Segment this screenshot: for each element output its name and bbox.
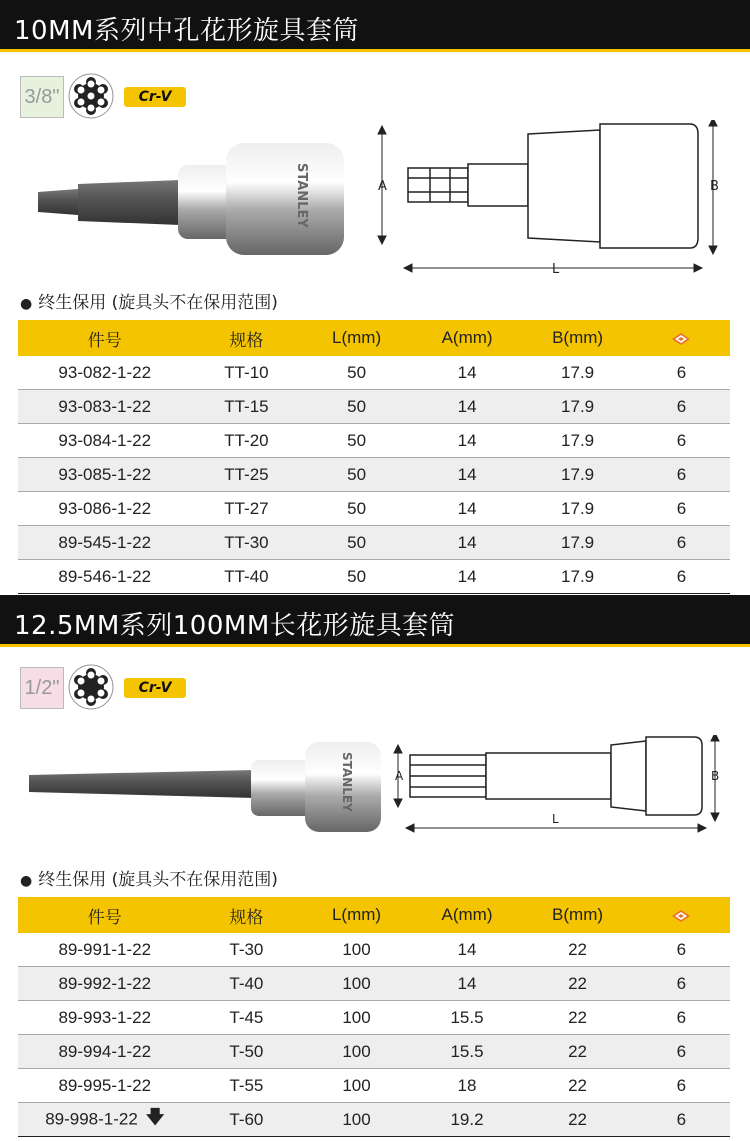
cell-b: 22 xyxy=(522,967,633,1001)
material-badge: Cr-V xyxy=(124,678,186,698)
material-badge: Cr-V xyxy=(124,87,186,107)
brand-engraving: STANLEY xyxy=(294,163,309,228)
cell-a: 15.5 xyxy=(412,1001,523,1035)
cell-length: 50 xyxy=(301,458,411,492)
cell-part-no: 93-084-1-22 xyxy=(18,424,191,458)
col-length: L(mm) xyxy=(301,320,411,356)
dim-label-l: L xyxy=(552,812,559,826)
cell-length: 50 xyxy=(301,526,411,560)
cell-a: 14 xyxy=(412,526,523,560)
cell-package: 6 xyxy=(633,424,730,458)
cell-length: 50 xyxy=(301,424,411,458)
table-row xyxy=(18,1069,730,1103)
table-row xyxy=(18,424,730,458)
section-header xyxy=(0,595,750,647)
socket-photo xyxy=(25,740,385,835)
cell-spec: TT-27 xyxy=(191,492,301,526)
col-b: B(mm) xyxy=(522,320,633,356)
dim-label-a: A xyxy=(395,769,404,783)
section-header xyxy=(0,0,750,52)
cell-a: 14 xyxy=(412,967,523,1001)
cell-spec: TT-10 xyxy=(191,356,301,390)
table-row xyxy=(18,526,730,560)
cell-b: 17.9 xyxy=(522,492,633,526)
cell-spec: TT-40 xyxy=(191,560,301,594)
dimension-drawing xyxy=(370,120,730,280)
col-b: B(mm) xyxy=(522,897,633,933)
col-spec: 规格 xyxy=(192,897,302,933)
package-icon xyxy=(670,909,692,923)
cell-package: 6 xyxy=(633,356,730,390)
cell-b: 17.9 xyxy=(522,526,633,560)
cell-part-no: 93-085-1-22 xyxy=(18,458,191,492)
cell-part-no: 89-545-1-22 xyxy=(18,526,191,560)
col-spec: 规格 xyxy=(191,320,301,356)
socket-photo xyxy=(30,135,350,255)
cell-package: 6 xyxy=(633,1103,730,1137)
cell-a: 14 xyxy=(412,356,523,390)
cell-b: 22 xyxy=(522,1035,633,1069)
cell-length: 50 xyxy=(301,390,411,424)
cell-length: 100 xyxy=(301,933,411,967)
col-part-no: 件号 xyxy=(18,320,191,356)
table-row xyxy=(18,1103,730,1137)
cell-part-no: 89-546-1-22 xyxy=(18,560,191,594)
cell-b: 22 xyxy=(522,933,633,967)
cell-length: 100 xyxy=(301,1103,411,1137)
cell-part-no: 89-994-1-22 xyxy=(18,1035,192,1069)
cell-spec: TT-15 xyxy=(191,390,301,424)
section-12-5mm xyxy=(0,595,750,1141)
cell-part-no: 89-992-1-22 xyxy=(18,967,192,1001)
bullet-icon: ● xyxy=(20,873,33,889)
cell-a: 15.5 xyxy=(412,1035,523,1069)
cell-a: 14 xyxy=(412,560,523,594)
table-header-row xyxy=(18,897,730,933)
cell-b: 17.9 xyxy=(522,356,633,390)
cell-length: 100 xyxy=(301,967,411,1001)
cell-b: 17.9 xyxy=(522,390,633,424)
cell-a: 14 xyxy=(412,390,523,424)
col-part-no: 件号 xyxy=(18,897,192,933)
drive-size-badge: 3/8" xyxy=(20,76,64,118)
cell-package: 6 xyxy=(633,560,730,594)
cell-spec: T-30 xyxy=(192,933,302,967)
cell-package: 6 xyxy=(633,1035,730,1069)
section-title: 12.5MM系列100MM长花形旋具套筒 xyxy=(14,611,456,641)
col-length: L(mm) xyxy=(301,897,411,933)
cell-package: 6 xyxy=(633,458,730,492)
cell-part-no: 93-082-1-22 xyxy=(18,356,191,390)
cell-b: 22 xyxy=(522,1069,633,1103)
warranty-note xyxy=(20,865,278,890)
dim-label-a: A xyxy=(378,179,387,194)
cell-length: 100 xyxy=(301,1001,411,1035)
brand-engraving: STANLEY xyxy=(340,752,354,812)
drive-size-badge: 1/2" xyxy=(20,667,64,709)
cell-part-no: 93-086-1-22 xyxy=(18,492,191,526)
warranty-note xyxy=(20,288,278,313)
cell-package: 6 xyxy=(633,967,730,1001)
table-row xyxy=(18,560,730,594)
torx-icon xyxy=(68,664,114,710)
cell-length: 50 xyxy=(301,356,411,390)
cell-part-no: 89-995-1-22 xyxy=(18,1069,192,1103)
torx-hollow-icon xyxy=(68,73,114,119)
arrow-down-icon: 🡇 xyxy=(145,1106,165,1127)
cell-a: 14 xyxy=(412,458,523,492)
cell-a: 14 xyxy=(412,424,523,458)
cell-b: 17.9 xyxy=(522,424,633,458)
col-a: A(mm) xyxy=(412,897,523,933)
cell-b: 22 xyxy=(522,1103,633,1137)
cell-part-no: 89-993-1-22 xyxy=(18,1001,192,1035)
cell-package: 6 xyxy=(633,1001,730,1035)
cell-a: 19.2 xyxy=(412,1103,523,1137)
warranty-text: 终生保用 (旋具头不在保用范围) xyxy=(38,870,278,890)
table-row xyxy=(18,967,730,1001)
cell-spec: TT-20 xyxy=(191,424,301,458)
spec-table xyxy=(18,320,730,594)
warranty-text: 终生保用 (旋具头不在保用范围) xyxy=(38,293,278,313)
spec-table xyxy=(18,897,730,1137)
cell-a: 18 xyxy=(412,1069,523,1103)
cell-spec: T-60 xyxy=(192,1103,302,1137)
col-a: A(mm) xyxy=(412,320,523,356)
part-no-text: 89-998-1-22 xyxy=(45,1108,138,1128)
col-package xyxy=(633,320,730,356)
dim-label-b: B xyxy=(711,769,720,783)
table-header-row xyxy=(18,320,730,356)
dim-label-b: B xyxy=(710,179,719,194)
cell-spec: T-45 xyxy=(192,1001,302,1035)
dimension-drawing xyxy=(388,735,733,835)
cell-b: 22 xyxy=(522,1001,633,1035)
cell-spec: T-55 xyxy=(192,1069,302,1103)
cell-part-no xyxy=(18,1103,192,1137)
cell-package: 6 xyxy=(633,933,730,967)
cell-spec: TT-25 xyxy=(191,458,301,492)
cell-length: 50 xyxy=(301,560,411,594)
cell-spec: T-50 xyxy=(192,1035,302,1069)
table-row xyxy=(18,356,730,390)
cell-length: 100 xyxy=(301,1069,411,1103)
cell-spec: TT-30 xyxy=(191,526,301,560)
cell-part-no: 89-991-1-22 xyxy=(18,933,192,967)
cell-b: 17.9 xyxy=(522,458,633,492)
cell-package: 6 xyxy=(633,1069,730,1103)
table-row xyxy=(18,390,730,424)
cell-package: 6 xyxy=(633,526,730,560)
cell-b: 17.9 xyxy=(522,560,633,594)
bullet-icon: ● xyxy=(20,296,33,312)
dim-label-l: L xyxy=(552,262,560,277)
cell-a: 14 xyxy=(412,933,523,967)
package-icon xyxy=(670,332,692,346)
table-row xyxy=(18,492,730,526)
col-package xyxy=(633,897,730,933)
cell-package: 6 xyxy=(633,390,730,424)
cell-part-no: 93-083-1-22 xyxy=(18,390,191,424)
table-row xyxy=(18,1035,730,1069)
table-row xyxy=(18,458,730,492)
table-row xyxy=(18,1001,730,1035)
cell-a: 14 xyxy=(412,492,523,526)
section-title: 10MM系列中孔花形旋具套筒 xyxy=(14,16,359,46)
table-row xyxy=(18,933,730,967)
cell-spec: T-40 xyxy=(192,967,302,1001)
cell-length: 50 xyxy=(301,492,411,526)
cell-length: 100 xyxy=(301,1035,411,1069)
cell-package: 6 xyxy=(633,492,730,526)
